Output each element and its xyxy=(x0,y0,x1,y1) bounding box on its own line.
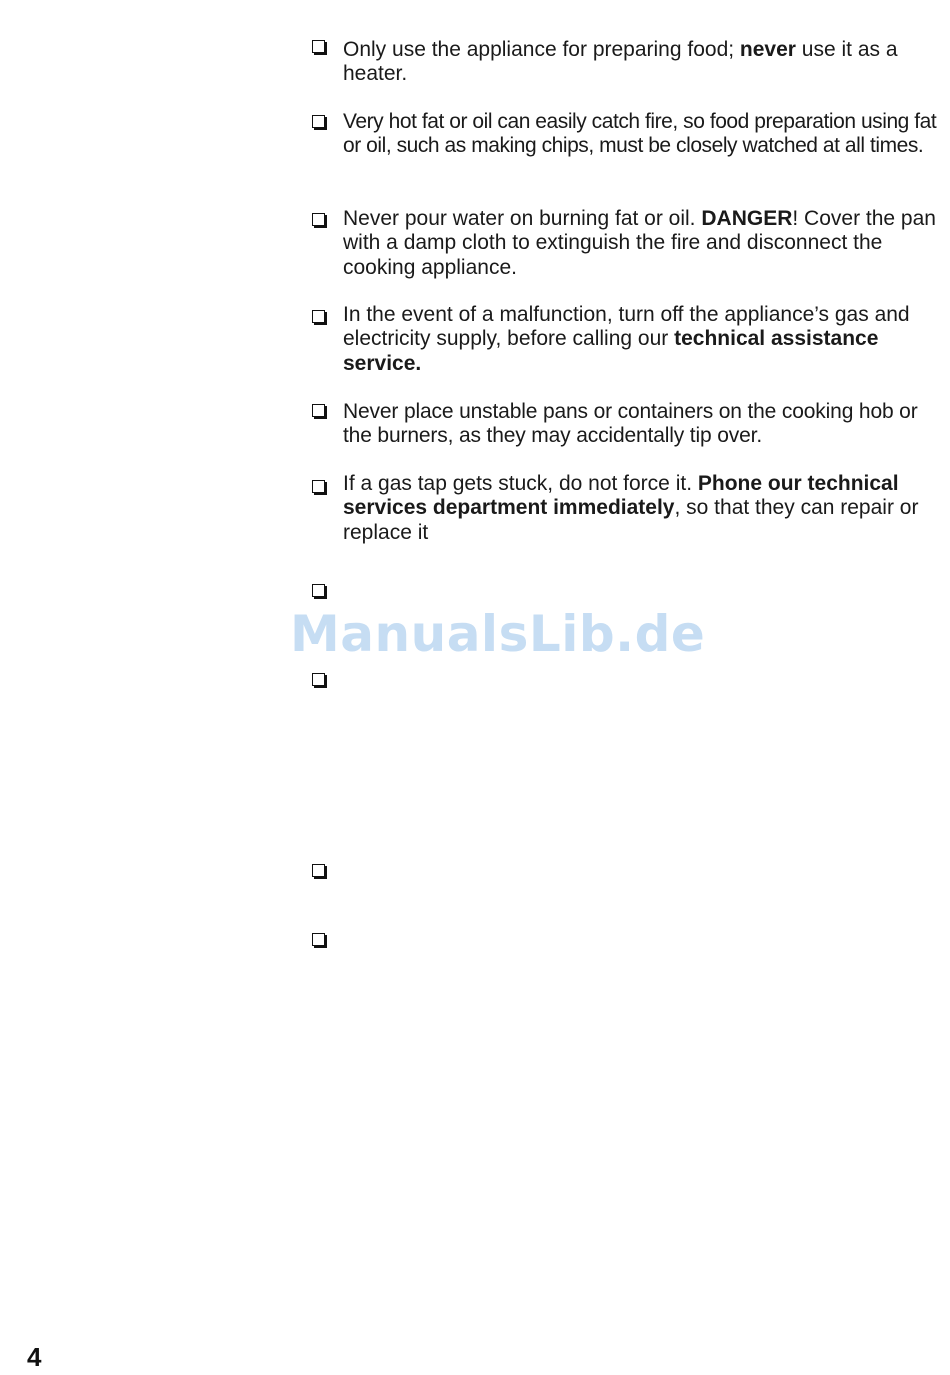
checkbox-bullet-icon xyxy=(312,404,325,417)
checkbox-bullet-icon xyxy=(312,673,325,686)
checkbox-bullet-icon xyxy=(312,40,325,53)
list-item-text: Very hot fat or oil can easily catch fire, so food preparation using fat or oil, such as making chips, must be closely watched at all times. xyxy=(343,110,937,158)
checkbox-bullet-icon xyxy=(312,864,325,877)
checkbox-bullet-icon xyxy=(312,584,325,597)
checkbox-bullet-icon xyxy=(312,933,325,946)
watermark: ManualsLib.de xyxy=(290,605,706,663)
list-item-text: Only use the appliance for preparing food; never use it as a heater. xyxy=(343,38,898,86)
list-item-text: Never pour water on burning fat or oil. DANGER! Cover the pan with a damp cloth to extinguish the fire and disconnect the cooking appliance. xyxy=(343,207,936,279)
checkbox-bullet-icon xyxy=(312,213,325,226)
checkbox-bullet-icon xyxy=(312,310,325,323)
list-item-text: In the event of a malfunction, turn off the appliance’s gas and electricity supply, before calling our technical assistance service. xyxy=(343,303,910,375)
checkbox-bullet-icon xyxy=(312,115,325,128)
list-item-text: If a gas tap gets stuck, do not force it. Phone our technical services department immediately, so that they can repair or replace it xyxy=(343,472,919,544)
list-item-text: Never place unstable pans or containers on the cooking hob or the burners, as they may accidentally tip over. xyxy=(343,400,918,448)
page-number: 4 xyxy=(27,1342,42,1372)
checkbox-bullet-icon xyxy=(312,480,325,493)
